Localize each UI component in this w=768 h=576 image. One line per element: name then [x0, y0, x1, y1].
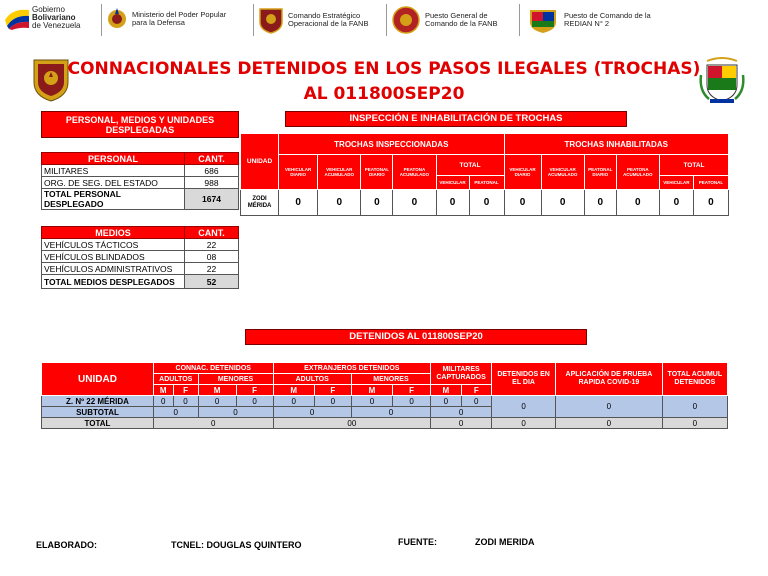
personal-header-label: PERSONAL [42, 153, 185, 165]
inhab-veh-acum-header: VEHICULAR ACUMULADO [541, 155, 584, 190]
row-value: 0 [173, 396, 198, 407]
connac-header: CONNAC. DETENIDOS [153, 363, 273, 374]
table-row [42, 396, 728, 407]
ceofanb-logo [258, 6, 368, 34]
detenidos-title [245, 329, 587, 345]
table-row [42, 263, 239, 275]
min-line-1: Ministerio del Poder Popular [132, 9, 227, 19]
subtotal-value: 0 [273, 407, 351, 418]
row-value: 0 [236, 396, 273, 407]
detenidos-title-text: DETENIDOS AL 011800SEP20 [349, 331, 483, 342]
row-value: 0 [431, 396, 461, 407]
total-acumul-value: 0 [662, 396, 727, 418]
table-row [42, 177, 239, 189]
inhab-value: 0 [584, 190, 616, 216]
medios-row-value: 08 [185, 251, 239, 263]
inspeccion-unit-cell [241, 190, 279, 216]
row-value: 0 [393, 396, 431, 407]
connac-menores-header: MENORES [198, 374, 273, 385]
m-header: M [273, 385, 314, 396]
subtotal-label: SUBTOTAL [42, 407, 154, 418]
f-header: F [173, 385, 198, 396]
inhab-pea-acum-header: PEATONA ACUMULADO [616, 155, 659, 190]
elaborado-name: TCNEL: DOUGLAS QUINTERO [171, 540, 302, 550]
personal-row-label: ORG. DE SEG. DEL ESTADO [42, 177, 185, 189]
f-header: F [461, 385, 491, 396]
insp-pea-diario-header: PEATONAL DIARIO [361, 155, 393, 190]
insp-total-pea-header: PEATONAL [469, 176, 504, 190]
ministerio-logo [106, 6, 226, 32]
redi-logo [526, 6, 651, 34]
redi-line-2: REDIAN N° 2 [564, 19, 610, 28]
subtotal-value: 0 [153, 407, 198, 418]
inspeccion-unidad-header: UNIDAD [241, 134, 279, 190]
redi-line-1: Puesto de Comando de la [564, 10, 651, 20]
medios-row-value: 22 [185, 239, 239, 251]
connac-adultos-header: ADULTOS [153, 374, 198, 385]
ceo-line-1: Comando Estratégico [288, 10, 361, 20]
inhab-total-veh-header: VEHICULAR [659, 176, 693, 190]
covid-header: APLICACIÓN DE PRUEBA RAPIDA COVID-19 [556, 363, 663, 396]
ceo-line-2: Operacional de la FANB [288, 19, 369, 28]
personal-total-value: 1674 [185, 189, 239, 210]
insp-value: 0 [469, 190, 504, 216]
total-value: 0 [556, 418, 663, 429]
inhab-value: 0 [541, 190, 584, 216]
header-strip [0, 0, 768, 40]
personal-section-title [41, 111, 239, 138]
personal-section-title-text: PERSONAL, MEDIOS Y UNIDADES DESPLEGADAS [65, 115, 215, 135]
trochas-inspeccionadas-header: TROCHAS INSPECCIONADAS [279, 134, 504, 155]
insp-value: 0 [393, 190, 436, 216]
unit-line-2: MÉRIDA [247, 202, 272, 209]
pg-line-1: Puesto General de [425, 10, 488, 20]
personal-total-row [42, 189, 239, 210]
pg-line-2: Comando de la FANB [425, 19, 498, 28]
row-value: 0 [273, 396, 314, 407]
extranj-adultos-header: ADULTOS [273, 374, 351, 385]
inhab-pea-diario-header: PEATONAL DIARIO [584, 155, 616, 190]
medios-total-value: 52 [185, 275, 239, 289]
medios-total-row [42, 275, 239, 289]
m-header: M [431, 385, 461, 396]
row-value: 0 [153, 396, 173, 407]
detenidos-dia-value: 0 [492, 396, 556, 418]
gob-line-3: de Venezuela [32, 21, 81, 30]
insp-value: 0 [436, 190, 469, 216]
medios-row-label: VEHÍCULOS BLINDADOS [42, 251, 185, 263]
table-row [241, 190, 729, 216]
inhab-value: 0 [616, 190, 659, 216]
detenidos-table [41, 362, 728, 429]
row-value: 0 [198, 396, 236, 407]
m-header: M [351, 385, 392, 396]
inspeccion-title [285, 111, 627, 127]
f-header: F [393, 385, 431, 396]
personal-table [41, 152, 239, 210]
divider [253, 4, 254, 36]
personal-total-label: TOTAL PERSONAL DESPLEGADO [42, 189, 185, 210]
m-header: M [153, 385, 173, 396]
f-header: F [236, 385, 273, 396]
extranjeros-header: EXTRANJEROS DETENIDOS [273, 363, 431, 374]
f-header: F [314, 385, 351, 396]
inhab-value: 0 [504, 190, 541, 216]
medios-row-label: VEHÍCULOS TÁCTICOS [42, 239, 185, 251]
inhab-total-pea-header: PEATONAL [693, 176, 728, 190]
insp-pea-acum-header: PEATONA ACUMULADO [393, 155, 436, 190]
table-row [42, 251, 239, 263]
insp-total-header: TOTAL [436, 155, 504, 176]
pgc-seal-icon [391, 6, 421, 34]
extranj-menores-header: MENORES [351, 374, 430, 385]
medios-row-label: VEHÍCULOS ADMINISTRATIVOS [42, 263, 185, 275]
min-line-2: para la Defensa [132, 18, 185, 27]
main-subtitle-date: AL 011800SEP20 [303, 84, 465, 104]
subtotal-value: 0 [198, 407, 273, 418]
m-header: M [198, 385, 236, 396]
redi-emblem-icon [526, 6, 560, 34]
table-row [42, 239, 239, 251]
gobierno-logo [4, 6, 81, 30]
personal-row-value: 988 [185, 177, 239, 189]
medios-header-cant: CANT. [185, 227, 239, 239]
insp-value: 0 [318, 190, 361, 216]
fuente-name: ZODI MERIDA [475, 537, 535, 547]
insp-value: 0 [279, 190, 318, 216]
inhab-value: 0 [693, 190, 728, 216]
trochas-inhabilitadas-header: TROCHAS INHABILITADAS [504, 134, 729, 155]
total-value: 0 [153, 418, 273, 429]
defense-emblem-icon [106, 6, 128, 32]
inhab-total-header: TOTAL [659, 155, 728, 176]
row-value: 0 [461, 396, 491, 407]
row-value: 0 [351, 396, 392, 407]
subtotal-value: 0 [351, 407, 430, 418]
gob-line-1: Gobierno [32, 5, 65, 14]
total-row [42, 418, 728, 429]
inhab-value: 0 [659, 190, 693, 216]
medios-header-label: MEDIOS [42, 227, 185, 239]
detenidos-dia-header: DETENIDOS EN EL DIA [492, 363, 556, 396]
ceofanb-shield-icon [258, 6, 284, 34]
table-row [42, 165, 239, 177]
inhab-veh-diario-header: VEHICULAR DIARIO [504, 155, 541, 190]
row-value: 0 [314, 396, 351, 407]
unit-line-1: ZODI [252, 195, 267, 202]
fuente-label: FUENTE: [398, 537, 437, 547]
main-title: CONNACIONALES DETENIDOS EN LOS PASOS ILEGALES (TROCHAS) [67, 59, 701, 79]
pgc-logo [391, 6, 498, 34]
medios-table [41, 226, 239, 289]
personal-row-value: 686 [185, 165, 239, 177]
total-value: 0 [431, 418, 492, 429]
divider [101, 4, 102, 36]
elaborado-label: ELABORADO: [36, 540, 97, 550]
subtotal-value: 0 [431, 407, 492, 418]
venezuela-flag-icon [4, 6, 30, 30]
total-value: 0 [662, 418, 727, 429]
total-label: TOTAL [42, 418, 154, 429]
personal-header-cant: CANT. [185, 153, 239, 165]
inspeccion-table [240, 133, 729, 216]
medios-row-value: 22 [185, 263, 239, 275]
inspeccion-title-text: INSPECCIÓN E INHABILITACIÓN DE TROCHAS [349, 113, 563, 124]
insp-value: 0 [361, 190, 393, 216]
covid-value: 0 [556, 396, 663, 418]
personal-row-label: MILITARES [42, 165, 185, 177]
militares-header: MILITARES CAPTURADOS [431, 363, 492, 385]
divider [519, 4, 520, 36]
total-value: 0 [492, 418, 556, 429]
row-label-merida: Z. Nº 22 MÉRIDA [42, 396, 154, 407]
total-acumul-header: TOTAL ACUMUL DETENIDOS [662, 363, 727, 396]
insp-veh-acum-header: VEHICULAR ACUMULADO [318, 155, 361, 190]
gob-line-2: Bolivariano [32, 13, 76, 22]
insp-total-veh-header: VEHICULAR [436, 176, 469, 190]
insp-veh-diario-header: VEHICULAR DIARIO [279, 155, 318, 190]
divider [386, 4, 387, 36]
detenidos-unidad-header: UNIDAD [42, 363, 154, 396]
medios-total-label: TOTAL MEDIOS DESPLEGADOS [42, 275, 185, 289]
total-value: 00 [273, 418, 431, 429]
